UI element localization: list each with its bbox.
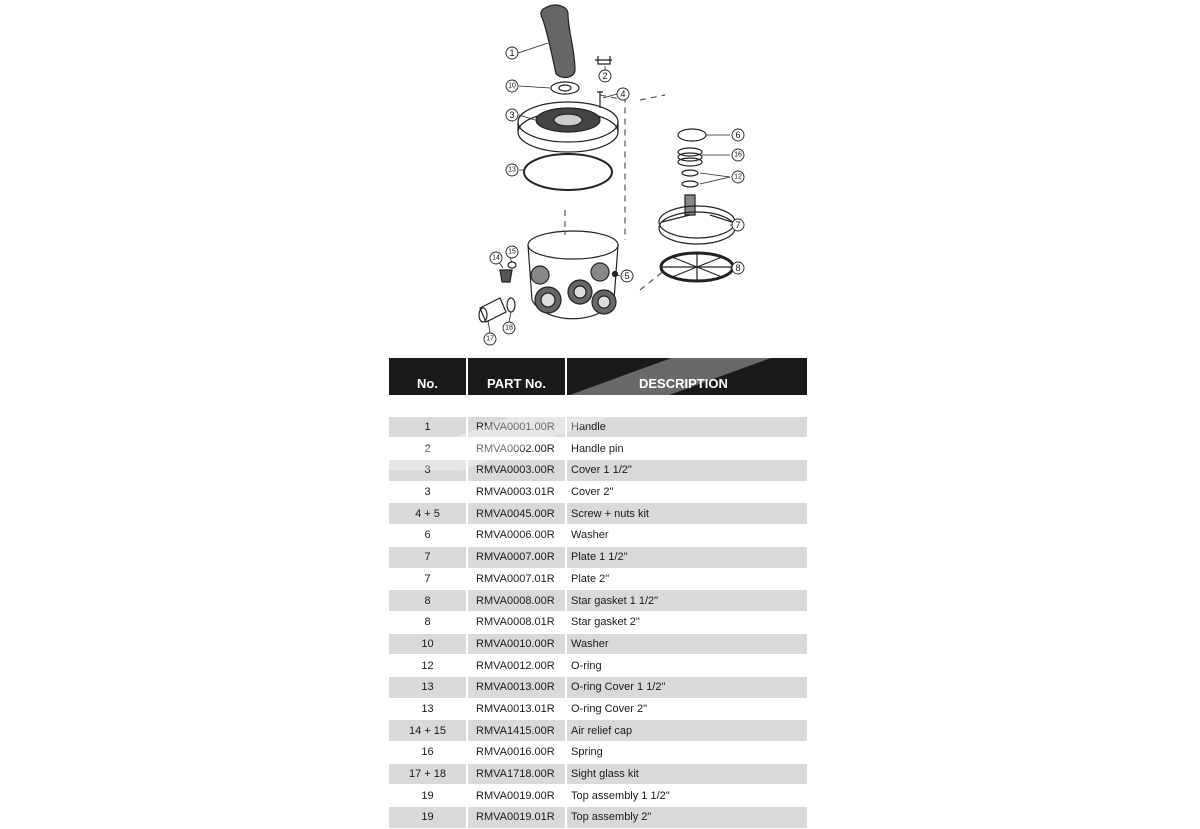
part-number-index: 8 [389,590,467,612]
handle-pin-part [595,56,612,64]
part-description: Handle pin [566,438,807,460]
callout-label: 18 [505,324,513,332]
part-description: Top assembly 2" [566,807,807,829]
part-code: RMVA0001.00R [467,416,566,438]
cover-part [518,102,618,152]
part-number-index: 10 [389,633,467,655]
part-number-index: 16 [389,742,467,764]
part-code: RMVA0003.00R [467,460,566,482]
part-number-index: 4 + 5 [389,503,467,525]
table-row [389,676,807,698]
callout-label: 6 [735,130,741,140]
part-number-index: 3 [389,460,467,482]
spring-part [678,148,702,166]
part-description: Sight glass kit [566,763,807,785]
part-number-index: 19 [389,807,467,829]
part-description: Cover 2" [566,481,807,503]
part-number-index: 17 + 18 [389,763,467,785]
part-number-index: 6 [389,525,467,547]
table-row [389,416,807,438]
valve-body-part [528,231,618,319]
part-description: Washer [566,525,807,547]
part-code: RMVA0019.00R [467,785,566,807]
part-number-index: 19 [389,785,467,807]
callout-label: 3 [509,110,515,120]
part-description: Top assembly 1 1/2" [566,785,807,807]
part-number-index: 1 [389,416,467,438]
callout-label: 14 [492,254,500,262]
callout-label: 15 [508,248,516,256]
part-code: RMVA0007.00R [467,546,566,568]
part-number-index: 14 + 15 [389,720,467,742]
part-description: Star gasket 2" [566,611,807,633]
part-code: RMVA1718.00R [467,763,566,785]
callout-label: 4 [620,89,626,99]
table-row [389,438,807,460]
part-number-index: 13 [389,698,467,720]
part-description: Star gasket 1 1/2" [566,590,807,612]
callout-label: 2 [602,71,608,81]
part-code: RMVA0008.01R [467,611,566,633]
part-code: RMVA1415.00R [467,720,566,742]
part-code: RMVA0016.00R [467,742,566,764]
part-code: RMVA0002.00R [467,438,566,460]
part-code: RMVA0045.00R [467,503,566,525]
washer-part [551,82,579,94]
table-row [389,611,807,633]
part-number-index: 2 [389,438,467,460]
part-description: Plate 2" [566,568,807,590]
table-header-row [389,358,807,395]
part-description: Handle [566,416,807,438]
part-code: RMVA0010.00R [467,633,566,655]
table-row [389,763,807,785]
part-number-index: 3 [389,481,467,503]
handle-part [541,5,575,77]
part-code: RMVA0007.01R [467,568,566,590]
star-gasket-part [661,253,733,281]
table-row [389,568,807,590]
part-number-index: 8 [389,611,467,633]
table-row [389,655,807,677]
oring-cover-part [524,154,612,190]
part-description: O-ring [566,655,807,677]
part-code: RMVA0012.00R [467,655,566,677]
part-description: Washer [566,633,807,655]
header-part-no: PART No. [467,358,566,395]
part-number-index: 13 [389,676,467,698]
plate-part [659,195,735,244]
part-description: Screw + nuts kit [566,503,807,525]
part-description: Air relief cap [566,720,807,742]
table-row [389,503,807,525]
part-description: Spring [566,742,807,764]
table-row [389,720,807,742]
callout-label: 5 [624,271,630,281]
part-code: RMVA0019.01R [467,807,566,829]
part-number-index: 12 [389,655,467,677]
table-row [389,481,807,503]
table-row [389,785,807,807]
part-description: O-ring Cover 2" [566,698,807,720]
table-row [389,633,807,655]
table-row [389,546,807,568]
table-row [389,742,807,764]
parts-table [389,358,807,829]
callout-label: 13 [508,166,516,174]
exploded-parts-diagram [470,0,790,350]
part-code: RMVA0006.00R [467,525,566,547]
callout-label: 17 [486,335,494,343]
table-row [389,460,807,482]
table-row [389,698,807,720]
table-row [389,807,807,829]
callout-label: 12 [734,173,742,181]
callout-label: 16 [734,151,742,159]
header-no: No. [389,358,467,395]
part-description: Cover 1 1/2" [566,460,807,482]
callout-label: 8 [735,263,741,273]
header-description: DESCRIPTION [566,358,807,395]
table-row [389,590,807,612]
part-description: O-ring Cover 1 1/2" [566,676,807,698]
part-description: Plate 1 1/2" [566,546,807,568]
table-row [389,525,807,547]
part-code: RMVA0003.01R [467,481,566,503]
part-code: RMVA0013.01R [467,698,566,720]
part-code: RMVA0008.00R [467,590,566,612]
callout-label: 7 [735,220,741,230]
part-code: RMVA0013.00R [467,676,566,698]
part-number-index: 7 [389,546,467,568]
part-number-index: 7 [389,568,467,590]
callout-label: 10 [508,82,516,90]
callout-label: 1 [509,48,515,58]
